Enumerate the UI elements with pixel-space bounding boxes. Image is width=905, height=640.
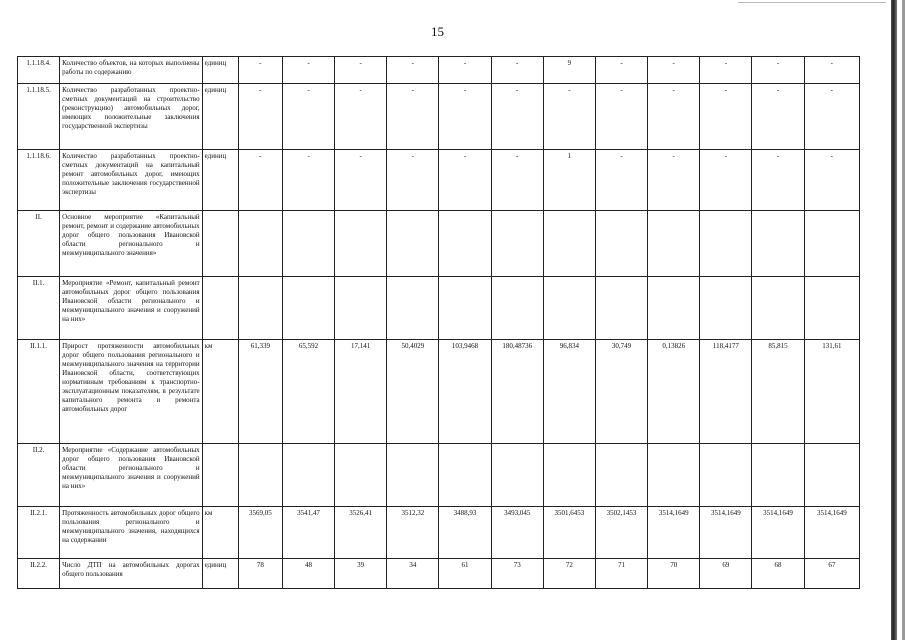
value-cell: 69 (700, 559, 752, 589)
value-cell: 1 (543, 150, 595, 211)
value-cell (543, 444, 595, 507)
value-cell: - (595, 57, 647, 84)
value-cell: - (752, 150, 804, 211)
table-row (18, 84, 860, 150)
value-cell: 3488,93 (439, 507, 491, 559)
value-cell: 71 (595, 559, 647, 589)
value-cell: 85,815 (752, 340, 804, 444)
value-cell: 61 (439, 559, 491, 589)
value-cell (595, 211, 647, 277)
value-cell: 34 (387, 559, 439, 589)
row-code: II.1.1. (18, 340, 60, 444)
value-cell: 73 (491, 559, 543, 589)
value-cell (238, 444, 282, 507)
value-cell: 131,61 (804, 340, 859, 444)
value-cell (238, 277, 282, 340)
value-cell: 17,141 (335, 340, 387, 444)
value-cell: 3541,47 (282, 507, 334, 559)
value-cell: - (752, 57, 804, 84)
value-cell: 48 (282, 559, 334, 589)
value-cell: 65,592 (282, 340, 334, 444)
row-code: II.1. (18, 277, 60, 340)
value-cell: 68 (752, 559, 804, 589)
indicators-table (17, 56, 860, 589)
value-cell (491, 211, 543, 277)
value-cell: - (804, 57, 859, 84)
row-code: II. (18, 211, 60, 277)
table-row (18, 277, 860, 340)
value-cell (543, 211, 595, 277)
value-cell: - (700, 84, 752, 150)
value-cell: 39 (335, 559, 387, 589)
indicator-name: Мероприятие «Ремонт, капитальный ремонт автомобильных дорог общего пользования Ивановской области регионального и межмуниципального значения и сооружений на них» (60, 277, 203, 340)
value-cell (752, 211, 804, 277)
table-row (18, 340, 860, 444)
unit-cell: км (202, 340, 238, 444)
value-cell (648, 444, 700, 507)
value-cell: 103,9468 (439, 340, 491, 444)
value-cell: - (238, 84, 282, 150)
value-cell: - (804, 84, 859, 150)
value-cell: 180,48736 (491, 340, 543, 444)
value-cell (700, 277, 752, 340)
value-cell (335, 444, 387, 507)
value-cell: 61,339 (238, 340, 282, 444)
indicator-name: Количество объектов, на которых выполнены работы по содержанию (60, 57, 203, 84)
table-row (18, 559, 860, 589)
table-row (18, 211, 860, 277)
value-cell: - (282, 57, 334, 84)
top-rule (738, 2, 886, 3)
value-cell: 3514,1649 (804, 507, 859, 559)
indicator-name: Количество разработанных проектно-сметных документаций на капитальный ремонт автомобильных дорог, имеющих положительные заключения государственной экспертизы (60, 150, 203, 211)
value-cell (491, 277, 543, 340)
value-cell (648, 211, 700, 277)
value-cell: - (491, 84, 543, 150)
row-code: 1.1.18.6. (18, 150, 60, 211)
table-row (18, 57, 860, 84)
value-cell (387, 444, 439, 507)
value-cell: 50,4029 (387, 340, 439, 444)
value-cell: - (595, 150, 647, 211)
value-cell: 67 (804, 559, 859, 589)
value-cell: - (238, 57, 282, 84)
value-cell: - (282, 84, 334, 150)
row-code: II.2.2. (18, 559, 60, 589)
value-cell (700, 211, 752, 277)
value-cell: - (491, 150, 543, 211)
value-cell (335, 277, 387, 340)
value-cell (491, 444, 543, 507)
value-cell (648, 277, 700, 340)
unit-cell: единиц (202, 57, 238, 84)
indicator-name: Протяженность автомобильных дорог общего пользования регионального и межмуниципального значения, находящихся на содержании (60, 507, 203, 559)
value-cell (439, 211, 491, 277)
value-cell (543, 277, 595, 340)
value-cell: - (752, 84, 804, 150)
unit-cell: км (202, 507, 238, 559)
value-cell (238, 211, 282, 277)
value-cell: - (439, 57, 491, 84)
scan-edge (891, 0, 897, 640)
value-cell: - (700, 150, 752, 211)
indicator-name: Прирост протяженности автомобильных дорог общего пользования регионального и межмуниципального значения на территории Ивановской области, соответствующих нормативным требованиям к транспортно-эксплуатационным показателям, в результате капитального ремонта и ремонта автомобильных дорог (60, 340, 203, 444)
value-cell (595, 444, 647, 507)
value-cell (282, 444, 334, 507)
value-cell: 30,749 (595, 340, 647, 444)
value-cell: 3512,32 (387, 507, 439, 559)
value-cell (387, 211, 439, 277)
indicator-name: Число ДТП на автомобильных дорогах общего пользования (60, 559, 203, 589)
value-cell: - (238, 150, 282, 211)
table-row (18, 444, 860, 507)
unit-cell (202, 211, 238, 277)
value-cell: - (543, 84, 595, 150)
value-cell: 3514,1649 (648, 507, 700, 559)
value-cell (700, 444, 752, 507)
value-cell: - (387, 150, 439, 211)
table-row (18, 150, 860, 211)
value-cell (804, 444, 859, 507)
value-cell: - (648, 84, 700, 150)
value-cell: - (335, 150, 387, 211)
value-cell: 3501,6453 (543, 507, 595, 559)
value-cell (387, 277, 439, 340)
row-code: 1.1.18.4. (18, 57, 60, 84)
value-cell: - (491, 57, 543, 84)
value-cell: 96,834 (543, 340, 595, 444)
value-cell: - (648, 57, 700, 84)
value-cell: 3569,05 (238, 507, 282, 559)
page-number: 15 (431, 24, 444, 39)
value-cell: - (439, 150, 491, 211)
value-cell: 3514,1649 (752, 507, 804, 559)
value-cell (335, 211, 387, 277)
value-cell: - (387, 84, 439, 150)
value-cell: 118,4177 (700, 340, 752, 444)
value-cell: - (387, 57, 439, 84)
value-cell: 78 (238, 559, 282, 589)
value-cell: 72 (543, 559, 595, 589)
indicator-name: Мероприятие «Содержание автомобильных дорог общего пользования Ивановской области регионального и межмуниципального значения и сооружений на них» (60, 444, 203, 507)
unit-cell (202, 444, 238, 507)
row-code: II.2.1. (18, 507, 60, 559)
value-cell (752, 277, 804, 340)
unit-cell (202, 277, 238, 340)
indicator-name: Основное мероприятие «Капитальный ремонт, ремонт и содержание автомобильных дорог общего пользования Ивановской области регионального и межмуниципального значения» (60, 211, 203, 277)
value-cell (804, 277, 859, 340)
value-cell: - (335, 84, 387, 150)
row-code: 1.1.18.5. (18, 84, 60, 150)
value-cell: - (439, 84, 491, 150)
unit-cell: единиц (202, 84, 238, 150)
value-cell (595, 277, 647, 340)
value-cell: - (335, 57, 387, 84)
value-cell (282, 211, 334, 277)
value-cell (439, 277, 491, 340)
value-cell: 3526,41 (335, 507, 387, 559)
value-cell (282, 277, 334, 340)
value-cell (439, 444, 491, 507)
unit-cell: единиц (202, 559, 238, 589)
unit-cell: единиц (202, 150, 238, 211)
value-cell: - (282, 150, 334, 211)
value-cell: 9 (543, 57, 595, 84)
indicator-name: Количество разработанных проектно-сметных документаций на строительство (реконструкцию) автомобильных дорог, имеющих положительные заключения государственной экспертизы (60, 84, 203, 150)
value-cell: 3493,045 (491, 507, 543, 559)
value-cell (804, 211, 859, 277)
value-cell: - (595, 84, 647, 150)
value-cell: 3514,1649 (700, 507, 752, 559)
row-code: II.2. (18, 444, 60, 507)
value-cell: 70 (648, 559, 700, 589)
value-cell: - (648, 150, 700, 211)
value-cell: - (700, 57, 752, 84)
value-cell (752, 444, 804, 507)
value-cell: 0,13826 (648, 340, 700, 444)
table-row (18, 507, 860, 559)
value-cell: - (804, 150, 859, 211)
value-cell: 3502,1453 (595, 507, 647, 559)
